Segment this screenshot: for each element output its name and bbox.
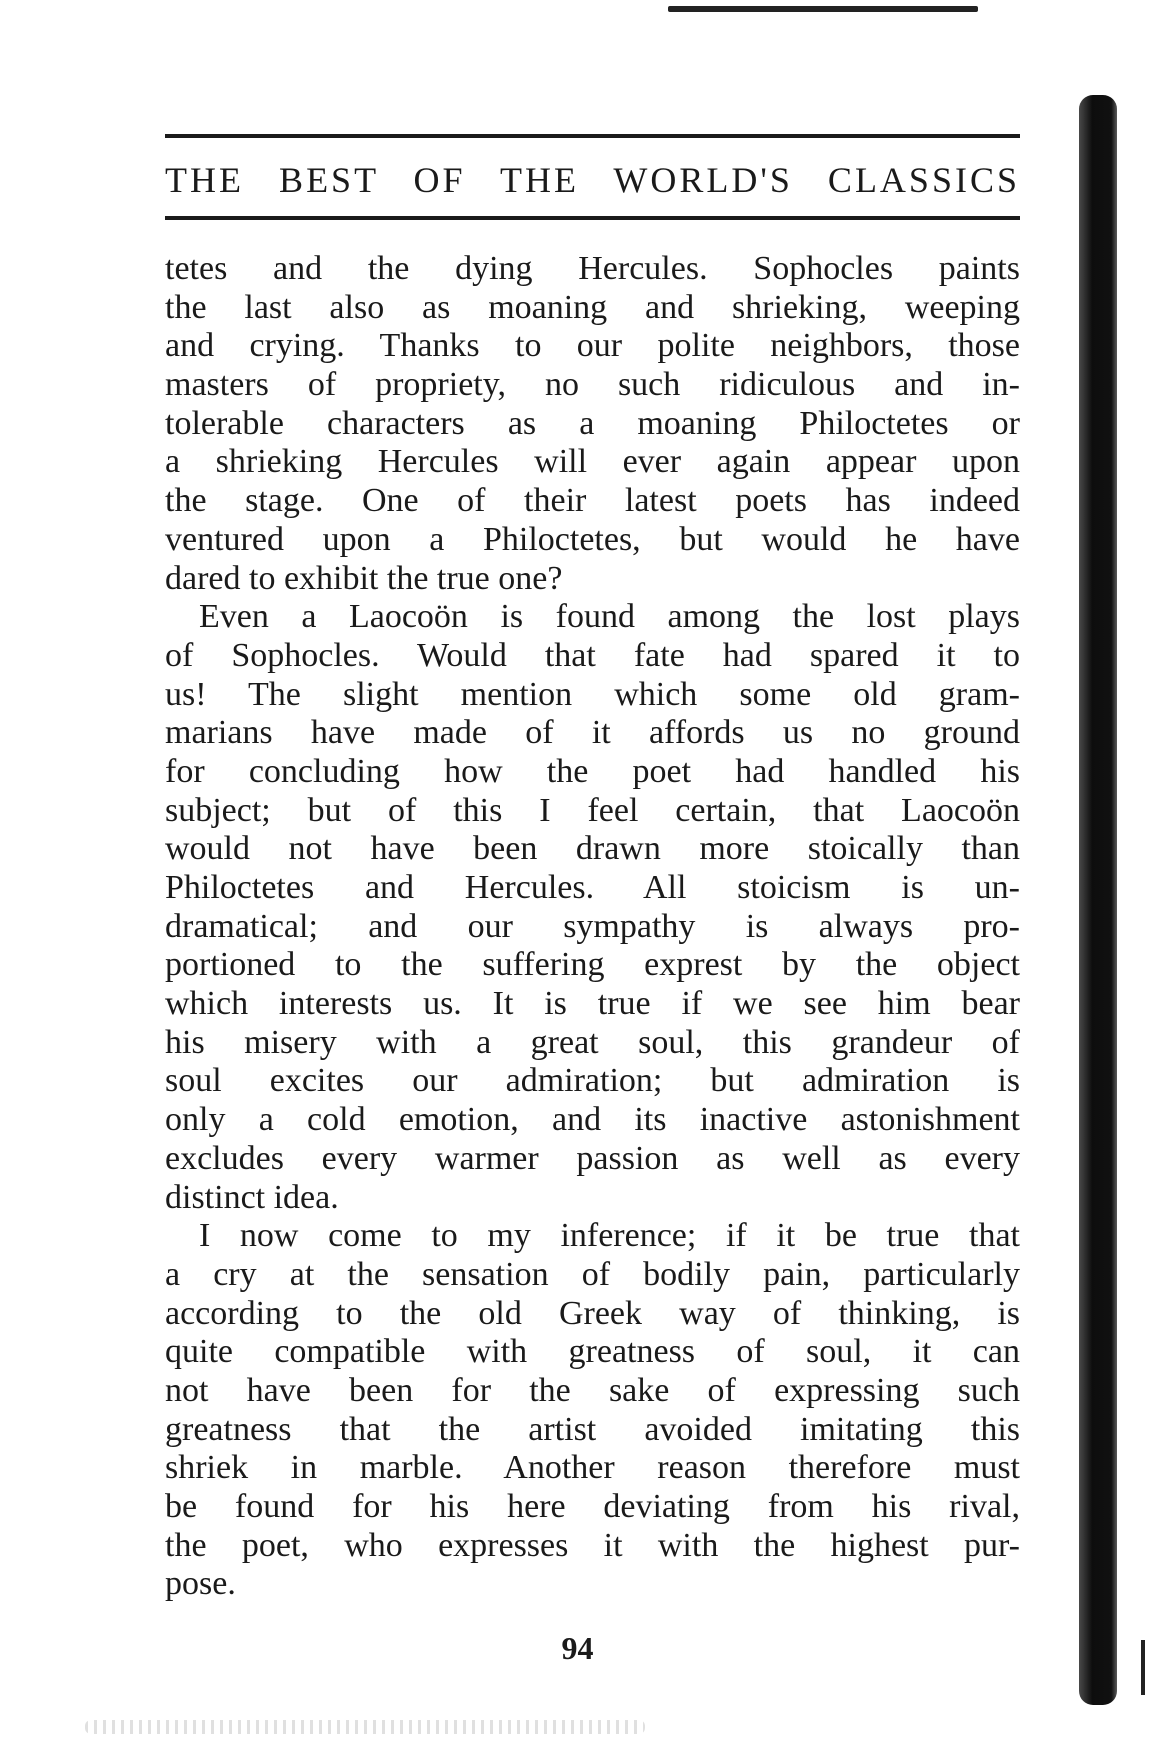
text-line: I now come to my inference; if it be true that: [199, 1217, 1020, 1255]
text-line: the last also as moaning and shrieking, weeping: [165, 288, 1020, 326]
text-line: marians have made of it affords us no ground: [165, 714, 1020, 752]
text-line: for concluding how the poet had handled his: [165, 752, 1020, 790]
text-line: and crying. Thanks to our polite neighbors, those: [165, 327, 1020, 365]
text-line: according to the old Greek way of thinking, is: [165, 1294, 1020, 1332]
text-line: Philoctetes and Hercules. All stoicism is un-: [165, 869, 1020, 906]
header-rule-bottom: [165, 216, 1020, 220]
text-line: dramatical; and our sympathy is always pro-: [165, 907, 1020, 945]
text-line: excludes every warmer passion as well as every: [165, 1139, 1020, 1177]
text-line: quite compatible with greatness of soul, it can: [165, 1333, 1020, 1371]
text-line: would not have been drawn more stoically than: [165, 830, 1020, 868]
text-line: pose.: [165, 1565, 236, 1603]
text-line: subject; but of this I feel certain, that Laocoön: [165, 791, 1020, 829]
text-line: the poet, who expresses it with the highest pur-: [165, 1526, 1020, 1564]
text-line: be found for his here deviating from his rival,: [165, 1488, 1020, 1525]
text-line: which interests us. It is true if we see him bear: [165, 985, 1020, 1023]
text-line: not have been for the sake of expressing such: [165, 1371, 1020, 1409]
text-line: a shrieking Hercules will ever again appear upon: [165, 443, 1020, 481]
text-line: ventured upon a Philoctetes, but would he have: [165, 520, 1020, 558]
text-line: soul excites our admiration; but admiration is: [165, 1062, 1020, 1100]
running-head: THE BEST OF THE WORLD'S CLASSICS: [165, 160, 1020, 200]
page-number: 94: [561, 1630, 594, 1666]
text-line: a cry at the sensation of bodily pain, particularly: [165, 1255, 1020, 1293]
text-line: of Sophocles. Would that fate had spared it to: [165, 636, 1020, 674]
text-line: portioned to the suffering exprest by the object: [165, 946, 1020, 984]
text-line: tetes and the dying Hercules. Sophocles paints: [165, 250, 1020, 287]
scan-smudge: [85, 1720, 645, 1734]
text-line: Even a Laocoön is found among the lost plays: [199, 598, 1020, 636]
text-line: distinct idea.: [165, 1178, 339, 1216]
text-line: his misery with a great soul, this grandeur of: [165, 1023, 1020, 1061]
text-line: tolerable characters as a moaning Philoctetes or: [165, 404, 1020, 442]
text-line: only a cold emotion, and its inactive astonishment: [165, 1101, 1020, 1139]
body-text: [165, 250, 1020, 1604]
text-line: dared to exhibit the true one?: [165, 559, 563, 597]
text-line: us! The slight mention which some old gram-: [165, 675, 1020, 713]
header-rule-top: [165, 134, 1020, 138]
text-line: shriek in marble. Another reason therefore must: [165, 1449, 1020, 1487]
text-line: the stage. One of their latest poets has indeed: [165, 482, 1020, 520]
binding-shadow: [1079, 95, 1117, 1705]
page-edge-mark: [668, 6, 978, 12]
text-line: greatness that the artist avoided imitating this: [165, 1410, 1020, 1448]
edge-tick: [1141, 1640, 1145, 1695]
text-line: masters of propriety, no such ridiculous and in-: [165, 366, 1020, 404]
